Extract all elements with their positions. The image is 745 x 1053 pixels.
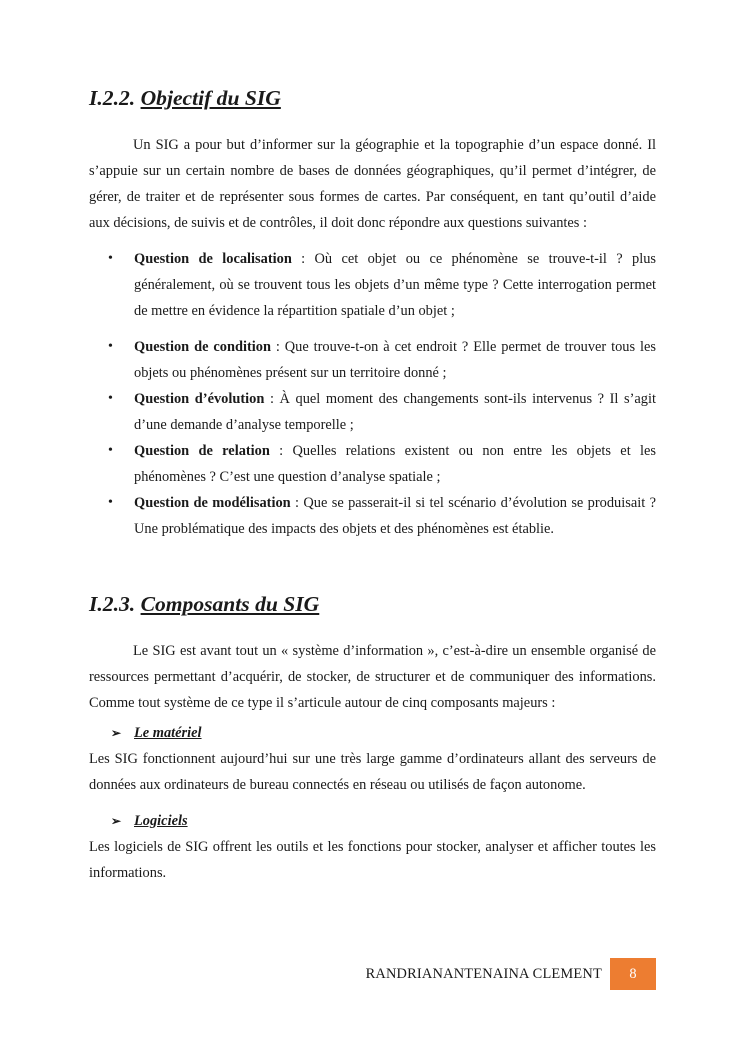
bullet-icon: • xyxy=(108,391,113,406)
bullet-icon: • xyxy=(108,443,113,458)
component-title: Logiciels xyxy=(134,813,188,829)
component-heading-logiciels xyxy=(89,810,656,832)
list-item-text: : Où cet objet ou ce phénomène se trouve-t-il ? plus généralement, où se trouvent tous les objets d’un même type ? Cette interrogation permet de mettre en évidence la répartition spatiale d’un objet ; xyxy=(134,251,656,319)
component-text-logiciels: Les logiciels de SIG offrent les outils et les fonctions pour stocker, analyser et afficher toutes les informations. xyxy=(89,839,656,881)
component-heading-materiel xyxy=(89,722,656,744)
list-item-term: Question de condition xyxy=(134,339,271,355)
arrow-bullet-icon: ➢ xyxy=(111,814,122,828)
composants-intro-paragraph: Le SIG est avant tout un « système d’information », c’est-à-dire un ensemble organisé de ressources permettant d’acquérir, de stocker, de structurer et de communiquer des informations. Comme tout système de ce type il s’articule autour de cinq composants majeurs : xyxy=(89,643,656,711)
section-number: I.2.2. xyxy=(89,86,136,110)
component-title: Le matériel xyxy=(134,725,202,741)
list-item-text: : Quelles relations existent ou non entre les objets et les phénomènes ? C’est une question d’analyse spatiale ; xyxy=(134,443,656,485)
page-footer xyxy=(0,958,745,990)
section-title: Objectif du SIG xyxy=(140,86,281,110)
list-item xyxy=(89,490,656,542)
list-item-term: Question de localisation xyxy=(134,251,292,267)
page-content xyxy=(89,87,656,886)
question-list xyxy=(89,246,656,542)
section-title: Composants du SIG xyxy=(140,592,320,616)
list-item xyxy=(89,334,656,386)
list-item-text: : Que trouve-t-on à cet endroit ? Elle permet de trouver tous les objets ou phénomènes présent sur un territoire donné ; xyxy=(134,339,656,381)
section-number: I.2.3. xyxy=(89,592,136,616)
list-item xyxy=(89,386,656,438)
bullet-icon: • xyxy=(108,339,113,354)
bullet-icon: • xyxy=(108,495,113,510)
list-item xyxy=(89,246,656,324)
list-item-term: Question de modélisation xyxy=(134,495,291,511)
list-item xyxy=(89,438,656,490)
list-item-text: : Que se passerait-il si tel scénario d’évolution se produisait ? Une problématique des impacts des objets et des phénomènes est établie. xyxy=(134,495,656,537)
list-item-term: Question d’évolution xyxy=(134,391,265,407)
section-heading-composants xyxy=(89,593,656,615)
arrow-bullet-icon: ➢ xyxy=(111,726,122,740)
list-item-term: Question de relation xyxy=(134,443,270,459)
section-heading-objectif xyxy=(89,87,656,109)
component-text-materiel: Les SIG fonctionnent aujourd’hui sur une très large gamme d’ordinateurs allant des serveurs de données aux ordinateurs de bureau connectés en réseau ou utilisés de façon autonome. xyxy=(89,751,656,793)
objectif-intro-paragraph: Un SIG a pour but d’informer sur la géographie et la topographie d’un espace donné. Il s’appuie sur un certain nombre de bases de données géographiques, qu’il permet d’intégrer, de gérer, de traiter et de représenter sous formes de cartes. Par conséquent, en tant qu’outil d’aide aux décisions, de suivis et de contrôles, il doit donc répondre aux questions suivantes : xyxy=(89,137,656,231)
list-item-text: : À quel moment des changements sont-ils intervenus ? Il s’agit d’une demande d’analyse temporelle ; xyxy=(134,391,656,433)
bullet-icon: • xyxy=(108,251,113,266)
footer-author: RANDRIANANTENAINA CLEMENT xyxy=(365,966,602,982)
page-number-badge: 8 xyxy=(610,958,656,990)
